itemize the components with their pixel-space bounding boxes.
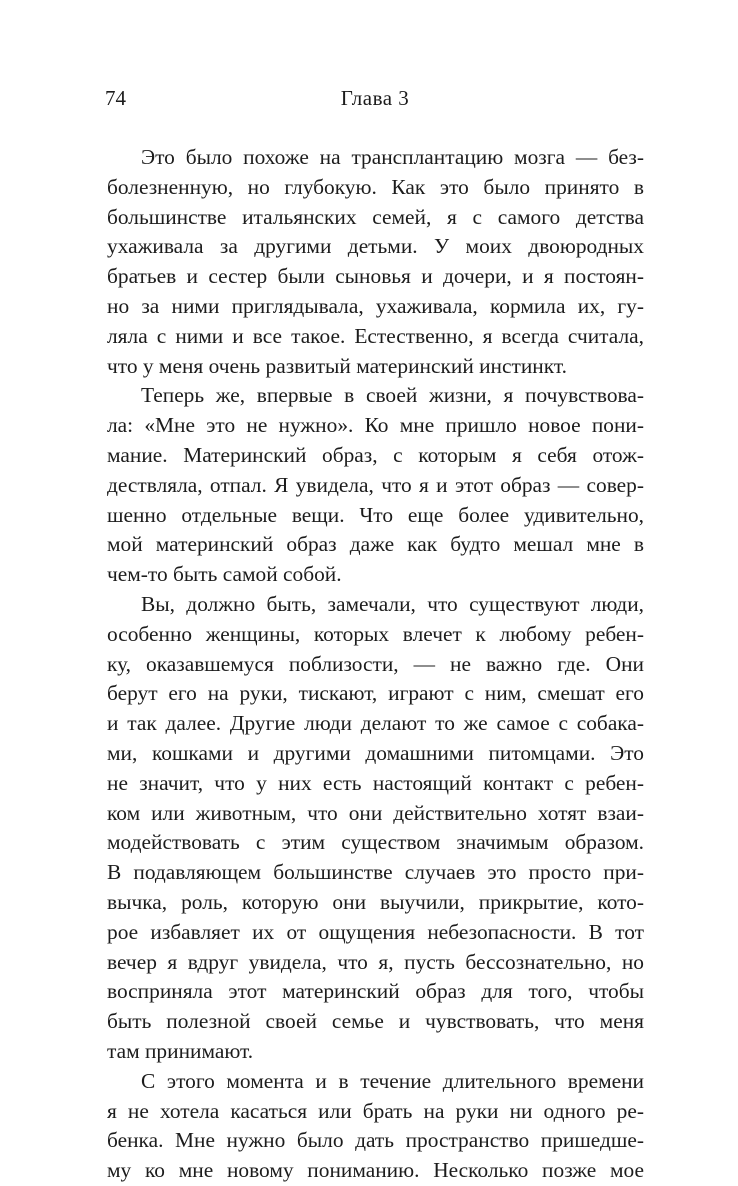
text-line: вычка, роль, которую они выучили, прикрытие, кото- xyxy=(107,889,644,914)
paragraph xyxy=(107,1067,644,1186)
running-head xyxy=(105,86,645,112)
text-line: дествляла, отпал. Я увидела, что я и этот образ — совер- xyxy=(107,472,644,497)
text-line: му ко мне новому пониманию. Несколько позже мое xyxy=(107,1158,644,1183)
text-line: модействовать с этим существом значимым образом. xyxy=(107,830,644,855)
text-line: берут его на руки, тискают, играют с ним, смешат его xyxy=(107,681,644,706)
text-line: восприняла этот материнский образ для того, чтобы xyxy=(107,979,644,1004)
text-line: Это было похоже на трансплантацию мозга — без- xyxy=(141,145,644,169)
text-line: мой материнский образ даже как будто мешал мне в xyxy=(107,532,644,557)
paragraph xyxy=(107,381,644,590)
text-line: ком или животным, что они действительно хотят взаи- xyxy=(107,800,644,825)
text-line: не значит, что у них есть настоящий контакт с ребен- xyxy=(107,770,644,795)
text-line: Теперь же, впервые в своей жизни, я почувствова- xyxy=(141,383,644,408)
text-line: чем-то быть самой собой. xyxy=(107,562,342,587)
text-line: и так далее. Другие люди делают то же самое с собака- xyxy=(107,711,644,736)
text-line: ку, оказавшемуся поблизости, — не важно где. Они xyxy=(107,651,644,676)
text-line: там принимают. xyxy=(107,1038,254,1063)
text-line: болезненную, но глубокую. Как это было принято в xyxy=(107,174,644,199)
text-line: особенно женщины, которых влечет к любому ребен- xyxy=(107,621,644,646)
text-line: что у меня очень развитый материнский инстинкт. xyxy=(107,353,567,378)
text-line: ла: «Мне это не нужно». Ко мне пришло новое пони- xyxy=(107,413,644,438)
text-line: рое избавляет их от ощущения небезопасности. В тот xyxy=(107,919,644,944)
paragraph xyxy=(107,143,644,381)
text-line: вечер я вдруг увидела, что я, пусть бессознательно, но xyxy=(107,949,644,974)
text-line: бенка. Мне нужно было дать пространство пришедше- xyxy=(107,1128,644,1153)
text-line: ляла с ними и все такое. Естественно, я всегда считала, xyxy=(107,323,644,348)
text-line: быть полезной своей семье и чувствовать, что меня xyxy=(107,1009,644,1034)
body-text xyxy=(107,143,644,1186)
text-line: С этого момента и в течение длительного времени xyxy=(141,1068,644,1093)
text-line: ми, кошками и другими домашними питомцами. Это xyxy=(107,740,644,765)
text-line: я не хотела касаться или брать на руки ни одного ре- xyxy=(107,1098,644,1123)
text-line: братьев и сестер были сыновья и дочери, и я постоян- xyxy=(107,264,644,289)
page-number: 74 xyxy=(105,86,126,110)
text-line: но за ними приглядывала, ухаживала, кормила их, гу- xyxy=(107,293,644,318)
paragraph xyxy=(107,590,644,1067)
chapter-title: Глава 3 xyxy=(340,86,410,110)
text-line: мание. Материнский образ, с которым я себя отож- xyxy=(107,442,644,467)
text-line: Вы, должно быть, замечали, что существуют люди, xyxy=(141,591,644,616)
text-line: ухаживала за другими детьми. У моих двоюродных xyxy=(107,234,644,259)
text-line: большинстве итальянских семей, я с самого детства xyxy=(107,204,644,229)
text-line: В подавляющем большинстве случаев это просто при- xyxy=(107,860,644,885)
text-line: шенно отдельные вещи. Что еще более удивительно, xyxy=(107,502,644,527)
